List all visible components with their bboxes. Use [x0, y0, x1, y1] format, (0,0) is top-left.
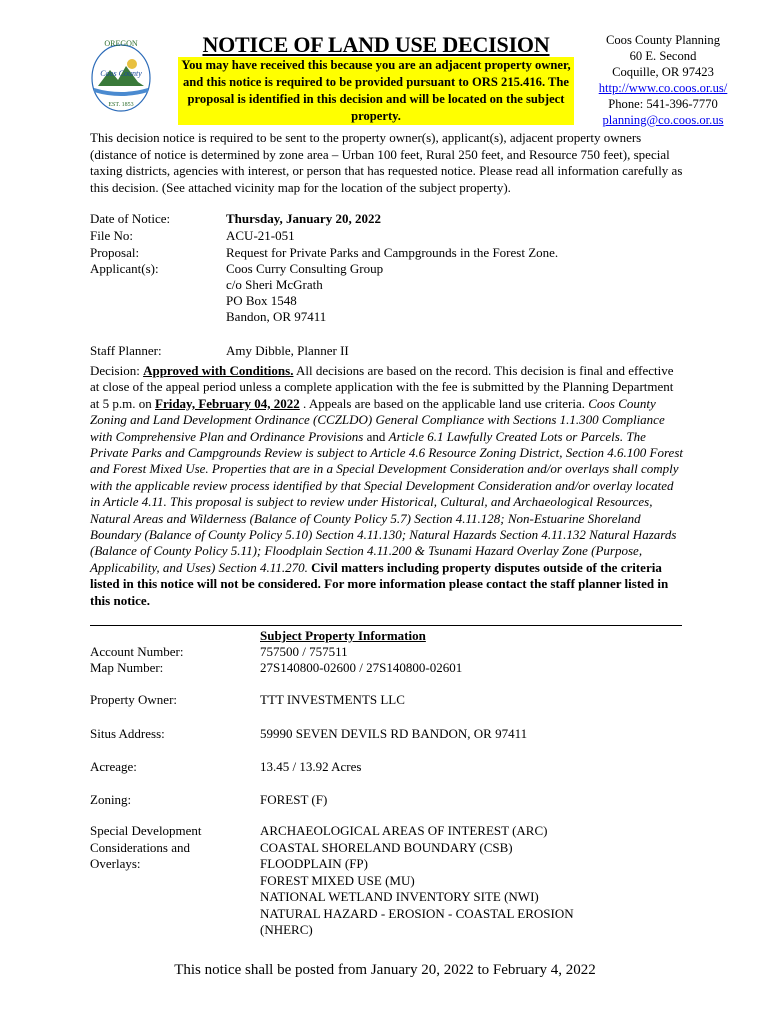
contact-street: 60 E. Second [629, 49, 697, 63]
decision-paragraph [90, 363, 684, 609]
overlay-item: FLOODPLAIN (FP) [260, 856, 368, 871]
appeal-deadline: Friday, February 04, 2022 [155, 395, 300, 411]
section-divider [90, 625, 682, 626]
contact-block [578, 32, 748, 128]
overlay-item: NATURAL HAZARD - EROSION - COASTAL EROSION [260, 906, 574, 921]
applicant-line: c/o Sheri McGrath [226, 277, 323, 292]
date-label: Date of Notice: [90, 211, 171, 226]
notice-banner: You may have received this because you are an adjacent property owner, and this notice is required to be provided pursuant to ORS 215.416. The proposal is identified in this decision and will be located on the subject property. [178, 57, 574, 125]
website-link[interactable]: http://www.co.coos.or.us/ [598, 81, 728, 95]
applicant-line: Coos Curry Consulting Group [226, 261, 384, 276]
applicant-line: Bandon, OR 97411 [226, 309, 327, 324]
coos-county-logo [88, 36, 154, 114]
map-label: Map Number: [90, 660, 164, 675]
contact-phone: Phone: 541-396-7770 [608, 97, 718, 111]
overlay-item: NATIONAL WETLAND INVENTORY SITE (NWI) [260, 889, 539, 904]
situs-value: 59990 SEVEN DEVILS RD BANDON, OR 97411 [260, 726, 528, 741]
logo-text-mid: Coos County [100, 69, 142, 78]
email-link[interactable]: planning@co.coos.or.us [602, 113, 724, 127]
decision-status: Approved with Conditions. [143, 363, 294, 378]
date-value: Thursday, January 20, 2022 [226, 211, 381, 226]
property-section-title: Subject Property Information [260, 628, 426, 643]
planner-value: Amy Dibble, Planner II [226, 343, 349, 358]
overlay-item: (NHERC) [260, 922, 313, 937]
decision-text-1: All decisions are based on the record. This decision is final and effective at close of the appeal period unless a complete application with the fee is submitted by the Planning Department at 5 p.m. on [90, 363, 674, 411]
intro-paragraph: This decision notice is required to be sent to the property owner(s), applicant(s), adjacent property owners (distance of notice is determined by zone area – Urban 100 feet, Rural 250 feet, and Resource 750 feet), special taxing districts, agencies with interest, or person that has requested notice. Please read all information carefully as this decision. (See attached vicinity map for the location of the subject property). [90, 130, 683, 195]
overlay-item: ARCHAEOLOGICAL AREAS OF INTEREST (ARC) [260, 823, 548, 838]
acreage-value: 13.45 / 13.92 Acres [260, 759, 362, 774]
zoning-label: Zoning: [90, 792, 132, 807]
zoning-value: FOREST (F) [260, 792, 328, 807]
page-title: NOTICE OF LAND USE DECISION [202, 32, 550, 57]
logo-text-top: OREGON [104, 39, 138, 48]
applicant-line: PO Box 1548 [226, 293, 297, 308]
contact-city: Coquille, OR 97423 [612, 65, 714, 79]
overlays-label-line: Considerations and [90, 840, 191, 855]
decision-criteria: Coos County Zoning and Land Development Ordinance (CCZLDO) General Compliance with Sections 1.1.300 Compliance with Comprehensive Plan and Ordinance Provisions [90, 395, 665, 444]
overlays-label-line: Overlays: [90, 856, 141, 871]
planner-label: Staff Planner: [90, 343, 162, 358]
situs-label: Situs Address: [90, 726, 165, 741]
decision-text-2: . Appeals are based on the applicable land use criteria. [299, 395, 589, 411]
decision-criteria-2: Article 6.1 Lawfully Created Lots or Parcels. The Private Parks and Campgrounds Review is subject to Article 4.6 Resource Zoning District, Section 4.6.100 Forest and Forest Mixed Use. Properties that are in a Special Development Consideration and/or overlays shall comply with the applicable review process identified by that Special Development Consideration and/or overlay located in Article 4.11. This proposal is subject to review under Historical, Cultural, and Archaeological Resources, Natural Areas and Wilderness (Balance of County Policy 5.7) Section 4.11.128; Non-Estuarine Shoreland Boundary (Balance of County Policy 5.10) Section 4.11.130; Natural Hazards Section 4.11.132 Natural Hazards (Balance of County Policy 5.11); Floodplain Section 4.11.200 & Tsunami Hazard Overlay Zone (Purpose, Applicability, and Uses) Section 4.11.270. [90, 428, 683, 575]
overlay-item: COASTAL SHORELAND BOUNDARY (CSB) [260, 840, 513, 855]
decision-label: Decision: [90, 363, 144, 378]
posting-notice: This notice shall be posted from January 20, 2022 to February 4, 2022 [174, 962, 596, 978]
map-value: 27S140800-02600 / 27S140800-02601 [260, 660, 463, 675]
decision-text-3: and [363, 428, 389, 444]
proposal-label: Proposal: [90, 245, 140, 260]
account-label: Account Number: [90, 644, 184, 659]
account-value: 757500 / 757511 [260, 644, 348, 659]
file-value: ACU-21-051 [226, 228, 295, 243]
proposal-value: Request for Private Parks and Campgrounds in the Forest Zone. [226, 245, 559, 260]
logo-text-bottom: EST. 1853 [108, 102, 134, 108]
contact-org: Coos County Planning [605, 33, 721, 47]
overlays-label-line: Special Development [90, 823, 202, 838]
decision-closing: Civil matters including property disputes outside of the criteria listed in this notice will not be considered. For more information please contact the staff planner listed in this notice. [90, 559, 669, 608]
owner-label: Property Owner: [90, 692, 178, 707]
applicant-label: Applicant(s): [90, 261, 159, 276]
file-label: File No: [90, 228, 133, 243]
owner-value: TTT INVESTMENTS LLC [260, 692, 405, 707]
overlay-item: FOREST MIXED USE (MU) [260, 873, 415, 888]
acreage-label: Acreage: [90, 759, 137, 774]
